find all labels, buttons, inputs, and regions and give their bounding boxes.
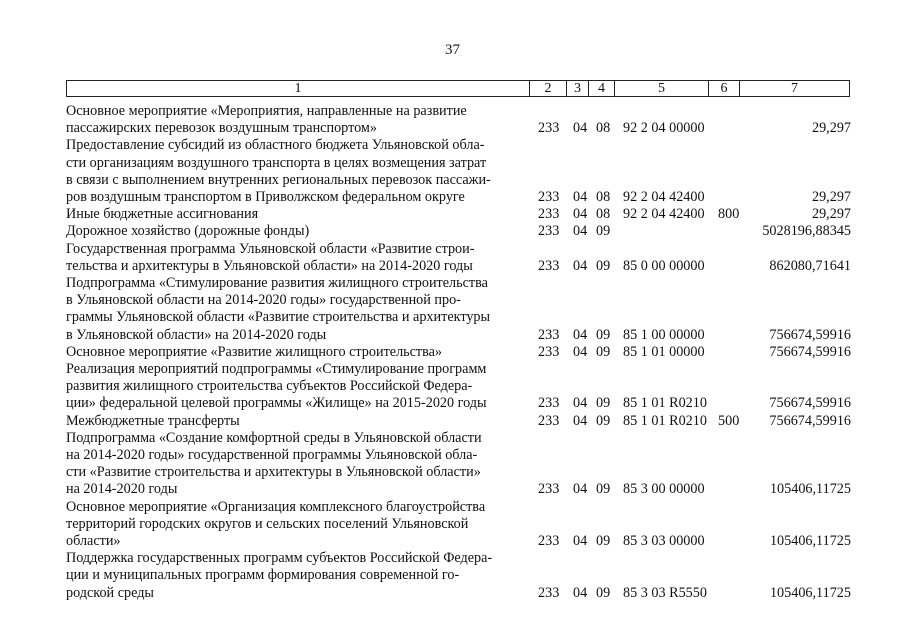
- grbs-code: 233: [538, 533, 560, 550]
- row-description: [66, 344, 528, 361]
- table-row: [0, 223, 905, 240]
- target-article-code: 85 1 01 00000: [623, 343, 705, 360]
- row-description: [66, 499, 528, 551]
- description-line: в Ульяновской области» на 2014-2020 годы: [66, 326, 327, 343]
- amount-value: 105406,11725: [769, 481, 851, 498]
- row-description: [66, 103, 528, 137]
- description-line: Основное мероприятие «Организация комплексного благоустройства: [66, 498, 486, 515]
- grbs-code: 233: [538, 120, 560, 137]
- target-article-code: 85 3 00 00000: [623, 481, 705, 498]
- grbs-code: 233: [538, 481, 560, 498]
- grbs-code: 233: [538, 257, 560, 274]
- subsection-code: 08: [596, 189, 611, 206]
- description-line: области»: [66, 533, 121, 550]
- target-article-code: 85 3 03 00000: [623, 533, 705, 550]
- row-description: [66, 275, 528, 344]
- target-article-code: 85 1 01 R0210: [623, 395, 707, 412]
- header-col-3: 3: [567, 80, 589, 97]
- amount-value: 756674,59916: [769, 412, 851, 429]
- description-line: развития жилищного строительства субъектов Российской Федера-: [66, 378, 473, 395]
- subsection-code: 09: [596, 395, 611, 412]
- amount-value: 756674,59916: [769, 395, 851, 412]
- amount-value: 862080,71641: [769, 257, 851, 274]
- subsection-code: 09: [596, 223, 611, 240]
- description-line: Основное мероприятие «Мероприятия, направленные на развитие: [66, 103, 467, 119]
- amount-value: 756674,59916: [769, 343, 851, 360]
- subsection-code: 09: [596, 584, 611, 601]
- row-description: [66, 241, 528, 275]
- description-line: ции и муниципальных программ формирования современной го-: [66, 567, 460, 584]
- section-code: 04: [573, 326, 588, 343]
- header-col-4: 4: [589, 80, 615, 97]
- target-article-code: 85 1 00 00000: [623, 326, 705, 343]
- description-line: Межбюджетные трансферты: [66, 412, 240, 429]
- table-row: [0, 430, 905, 499]
- description-line: на 2014-2020 годы: [66, 481, 178, 498]
- target-article-code: 85 0 00 00000: [623, 257, 705, 274]
- grbs-code: 233: [538, 412, 560, 429]
- subsection-code: 09: [596, 257, 611, 274]
- amount-value: 29,297: [811, 189, 851, 206]
- description-line: сти организациям воздушного транспорта в целях возмещения затрат: [66, 154, 487, 171]
- description-line: Основное мероприятие «Развитие жилищного строительства»: [66, 343, 443, 360]
- header-col-6: 6: [709, 80, 740, 97]
- row-description: [66, 413, 528, 430]
- expense-type-code: 800: [718, 206, 740, 223]
- table-row: [0, 206, 905, 223]
- section-code: 04: [573, 412, 588, 429]
- amount-value: 756674,59916: [769, 326, 851, 343]
- description-line: ции» федеральной целевой программы «Жилище» на 2015-2020 годы: [66, 395, 487, 412]
- subsection-code: 08: [596, 206, 611, 223]
- description-line: Реализация мероприятий подпрограммы «Стимулирование программ: [66, 361, 487, 378]
- section-code: 04: [573, 206, 588, 223]
- section-code: 04: [573, 584, 588, 601]
- table-row: [0, 550, 905, 602]
- header-col-2: 2: [530, 80, 567, 97]
- section-code: 04: [573, 533, 588, 550]
- table-row: [0, 413, 905, 430]
- amount-value: 105406,11725: [769, 584, 851, 601]
- table-row: [0, 275, 905, 344]
- row-description: [66, 361, 528, 413]
- target-article-code: 92 2 04 42400: [623, 189, 705, 206]
- page-number: 37: [445, 42, 460, 58]
- target-article-code: 92 2 04 00000: [623, 120, 705, 137]
- header-col-1: 1: [66, 80, 530, 97]
- row-description: [66, 137, 528, 206]
- header-col-7: 7: [740, 80, 850, 97]
- description-line: пассажирских перевозок воздушным транспортом»: [66, 120, 377, 137]
- grbs-code: 233: [538, 584, 560, 601]
- description-line: родской среды: [66, 584, 154, 601]
- section-code: 04: [573, 189, 588, 206]
- section-code: 04: [573, 395, 588, 412]
- target-article-code: 92 2 04 42400: [623, 206, 705, 223]
- description-line: Дорожное хозяйство (дорожные фонды): [66, 223, 310, 240]
- grbs-code: 233: [538, 326, 560, 343]
- section-code: 04: [573, 343, 588, 360]
- table-row: [0, 499, 905, 551]
- description-line: Подпрограмма «Создание комфортной среды в Ульяновской области: [66, 429, 482, 446]
- description-line: граммы Ульяновской области «Развитие строительства и архитектуры: [66, 309, 491, 326]
- description-line: сти «Развитие строительства и архитектуры в Ульяновской области»: [66, 464, 481, 481]
- amount-value: 105406,11725: [769, 533, 851, 550]
- description-line: Иные бюджетные ассигнования: [66, 206, 259, 223]
- amount-value: 29,297: [811, 206, 851, 223]
- description-line: Подпрограмма «Стимулирование развития жилищного строительства: [66, 275, 488, 292]
- row-description: [66, 550, 528, 602]
- table-row: [0, 344, 905, 361]
- section-code: 04: [573, 257, 588, 274]
- grbs-code: 233: [538, 189, 560, 206]
- subsection-code: 09: [596, 343, 611, 360]
- description-line: в связи с выполнением внутренних региональных перевозок пассажи-: [66, 171, 491, 188]
- section-code: 04: [573, 481, 588, 498]
- grbs-code: 233: [538, 395, 560, 412]
- description-line: Предоставление субсидий из областного бюджета Ульяновской обла-: [66, 137, 485, 154]
- amount-value: 29,297: [811, 120, 851, 137]
- description-line: тельства и архитектуры в Ульяновской области» на 2014-2020 годы: [66, 257, 473, 274]
- description-line: Государственная программа Ульяновской области «Развитие строи-: [66, 240, 475, 257]
- section-code: 04: [573, 223, 588, 240]
- section-code: 04: [573, 120, 588, 137]
- row-description: [66, 206, 528, 223]
- description-line: в Ульяновской области на 2014-2020 годы» государственной про-: [66, 292, 461, 309]
- grbs-code: 233: [538, 223, 560, 240]
- amount-value: 5028196,88345: [762, 223, 851, 240]
- grbs-code: 233: [538, 343, 560, 360]
- row-description: [66, 430, 528, 499]
- description-line: Поддержка государственных программ субъектов Российской Федера-: [66, 550, 493, 567]
- subsection-code: 09: [596, 326, 611, 343]
- subsection-code: 09: [596, 412, 611, 429]
- grbs-code: 233: [538, 206, 560, 223]
- expense-type-code: 500: [718, 412, 740, 429]
- table-row: [0, 361, 905, 413]
- row-description: [66, 223, 528, 240]
- table-row: [0, 137, 905, 206]
- header-col-5: 5: [615, 80, 709, 97]
- table-row: [0, 241, 905, 275]
- target-article-code: 85 1 01 R0210: [623, 412, 707, 429]
- table-row: [0, 103, 905, 137]
- description-line: ров воздушным транспортом в Приволжском федеральном округе: [66, 189, 465, 206]
- target-article-code: 85 3 03 R5550: [623, 584, 707, 601]
- description-line: на 2014-2020 годы» государственной программы Ульяновской обла-: [66, 447, 478, 464]
- description-line: территорий городских округов и сельских поселений Ульяновской: [66, 515, 469, 532]
- subsection-code: 09: [596, 533, 611, 550]
- subsection-code: 08: [596, 120, 611, 137]
- budget-table-body: [0, 103, 905, 602]
- subsection-code: 09: [596, 481, 611, 498]
